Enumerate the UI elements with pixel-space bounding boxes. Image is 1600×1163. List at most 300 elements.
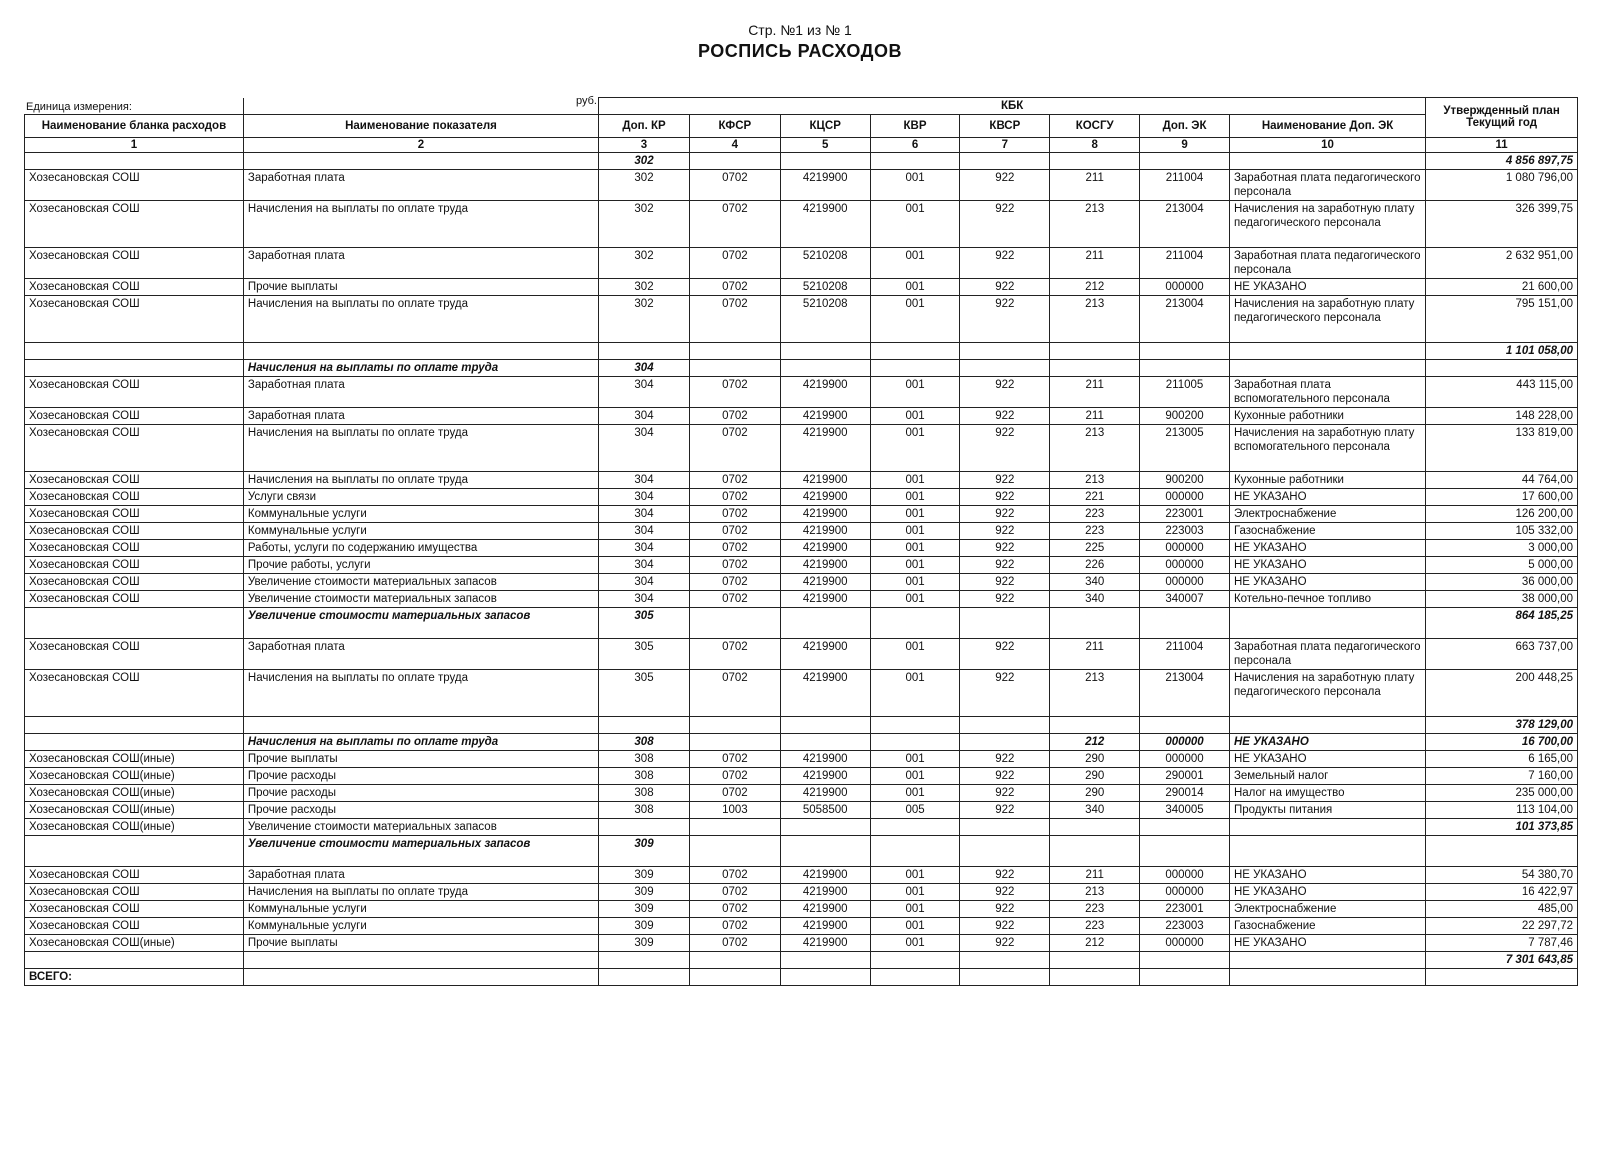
col-number: 8 (1050, 137, 1140, 152)
kfsr-cell: 1003 (689, 801, 780, 818)
table-row (25, 801, 1578, 818)
kfsr-cell: 0702 (689, 424, 780, 471)
indicator-name-cell: Коммунальные услуги (243, 522, 598, 539)
col-number: 7 (960, 137, 1050, 152)
kosgu-cell: 225 (1050, 539, 1140, 556)
dop-ek-name-cell: НЕ УКАЗАНО (1229, 573, 1425, 590)
kvsr-cell: 922 (960, 539, 1050, 556)
kvsr-cell: 922 (960, 471, 1050, 488)
kvsr-cell: 922 (960, 900, 1050, 917)
dop-ek-name-header: Наименование Доп. ЭК (1229, 114, 1425, 137)
kvr-cell: 001 (870, 407, 960, 424)
kcsr-cell (780, 835, 870, 866)
table-row (25, 407, 1578, 424)
kosgu-cell: 290 (1050, 784, 1140, 801)
subtotal-row (25, 818, 1578, 835)
kosgu-cell: 213 (1050, 200, 1140, 247)
dop-ek-cell (1140, 152, 1230, 169)
plan-amount-cell: 7 160,00 (1426, 767, 1578, 784)
plan-amount-cell: 44 764,00 (1426, 471, 1578, 488)
dop-ek-cell: 211005 (1140, 376, 1230, 407)
kosgu-cell: 290 (1050, 750, 1140, 767)
table-row (25, 169, 1578, 200)
kvr-cell: 001 (870, 471, 960, 488)
dop-kr-cell: 304 (599, 590, 690, 607)
dop-ek-name-cell: НЕ УКАЗАНО (1229, 488, 1425, 505)
kcsr-cell: 4219900 (780, 750, 870, 767)
kvsr-cell (960, 951, 1050, 968)
indicator-name-cell: Начисления на выплаты по оплате труда (243, 883, 598, 900)
plan-amount-cell: 795 151,00 (1426, 295, 1578, 342)
table-row (25, 590, 1578, 607)
dop-ek-cell: 000000 (1140, 934, 1230, 951)
table-row (25, 784, 1578, 801)
dop-ek-name-cell (1229, 818, 1425, 835)
kfsr-cell: 0702 (689, 934, 780, 951)
kfsr-cell: 0702 (689, 247, 780, 278)
kfsr-cell (689, 607, 780, 638)
kosgu-cell: 340 (1050, 590, 1140, 607)
plan-amount-cell: 16 700,00 (1426, 733, 1578, 750)
kcsr-cell (780, 342, 870, 359)
blank-name-cell: Хозесановская СОШ (25, 638, 244, 669)
indicator-name-cell: Увеличение стоимости материальных запасов (243, 835, 598, 866)
kfsr-cell: 0702 (689, 784, 780, 801)
indicator-name-cell: Работы, услуги по содержанию имущества (243, 539, 598, 556)
col-number: 4 (689, 137, 780, 152)
indicator-name-cell: Заработная плата (243, 866, 598, 883)
kfsr-header: КФСР (689, 114, 780, 137)
blank-name-cell (25, 835, 244, 866)
kosgu-cell: 211 (1050, 638, 1140, 669)
dop-ek-name-cell: Газоснабжение (1229, 917, 1425, 934)
plan-amount-cell: 105 332,00 (1426, 522, 1578, 539)
kvr-cell (870, 733, 960, 750)
kcsr-cell: 4219900 (780, 522, 870, 539)
kvsr-cell: 922 (960, 801, 1050, 818)
kvr-cell: 001 (870, 278, 960, 295)
kcsr-cell: 4219900 (780, 917, 870, 934)
plan-amount-cell: 7 787,46 (1426, 934, 1578, 951)
blank-name-cell: Хозесановская СОШ(иные) (25, 801, 244, 818)
kvsr-cell: 922 (960, 556, 1050, 573)
kosgu-cell: 212 (1050, 934, 1140, 951)
indicator-name-cell: Коммунальные услуги (243, 917, 598, 934)
kosgu-header: КОСГУ (1050, 114, 1140, 137)
dop-ek-header: Доп. ЭК (1140, 114, 1230, 137)
table-row (25, 471, 1578, 488)
dop-ek-cell: 000000 (1140, 733, 1230, 750)
kfsr-cell: 0702 (689, 488, 780, 505)
blank-name-cell: Хозесановская СОШ (25, 539, 244, 556)
dop-kr-cell: 305 (599, 607, 690, 638)
dop-kr-cell: 305 (599, 669, 690, 716)
dop-kr-cell: 304 (599, 376, 690, 407)
plan-amount-cell: 22 297,72 (1426, 917, 1578, 934)
subtotal-row (25, 951, 1578, 968)
kvr-cell (870, 716, 960, 733)
blank-name-cell (25, 359, 244, 376)
table-row (25, 278, 1578, 295)
kvsr-cell: 922 (960, 295, 1050, 342)
plan-amount-cell (1426, 835, 1578, 866)
table-row (25, 522, 1578, 539)
blank-name-cell: Хозесановская СОШ(иные) (25, 818, 244, 835)
plan-amount-cell: 5 000,00 (1426, 556, 1578, 573)
kvr-cell: 001 (870, 638, 960, 669)
kvsr-cell: 922 (960, 407, 1050, 424)
kfsr-cell: 0702 (689, 556, 780, 573)
kvsr-cell: 922 (960, 522, 1050, 539)
kvr-cell: 001 (870, 200, 960, 247)
kvsr-cell: 922 (960, 883, 1050, 900)
plan-amount-cell: 2 632 951,00 (1426, 247, 1578, 278)
plan-amount-cell: 17 600,00 (1426, 488, 1578, 505)
indicator-name-cell: Увеличение стоимости материальных запасов (243, 818, 598, 835)
indicator-name-cell (243, 716, 598, 733)
kfsr-cell (689, 835, 780, 866)
kvr-cell (870, 342, 960, 359)
kcsr-cell: 4219900 (780, 505, 870, 522)
blank-name-cell: Хозесановская СОШ (25, 522, 244, 539)
expense-table (24, 97, 1578, 986)
blank-name-cell: Хозесановская СОШ (25, 669, 244, 716)
table-row (25, 488, 1578, 505)
kbk-header: КБК (599, 98, 1426, 115)
dop-ek-cell: 213004 (1140, 669, 1230, 716)
page-counter: Стр. №1 из № 1 (748, 22, 852, 38)
indicator-name-cell (243, 951, 598, 968)
blank-name-cell: Хозесановская СОШ(иные) (25, 784, 244, 801)
table-row (25, 934, 1578, 951)
dop-kr-cell: 304 (599, 556, 690, 573)
kcsr-cell: 4219900 (780, 883, 870, 900)
dop-ek-cell: 290014 (1140, 784, 1230, 801)
dop-ek-name-cell: Начисления на заработную плату вспомогательного персонала (1229, 424, 1425, 471)
indicator-name-cell (243, 152, 598, 169)
kfsr-cell: 0702 (689, 883, 780, 900)
plan-amount-cell: 326 399,75 (1426, 200, 1578, 247)
table-row (25, 900, 1578, 917)
blank-name-cell: Хозесановская СОШ(иные) (25, 750, 244, 767)
indicator-name-cell: Начисления на выплаты по оплате труда (243, 295, 598, 342)
dop-ek-name-cell (1229, 835, 1425, 866)
dop-ek-cell (1140, 835, 1230, 866)
kcsr-cell (780, 951, 870, 968)
blank-name-cell: Хозесановская СОШ (25, 169, 244, 200)
indicator-name-cell: Заработная плата (243, 376, 598, 407)
table-row (25, 669, 1578, 716)
table-row (25, 295, 1578, 342)
total-empty-cell (870, 968, 960, 985)
dop-ek-name-cell (1229, 359, 1425, 376)
dop-ek-name-cell (1229, 607, 1425, 638)
kfsr-cell: 0702 (689, 900, 780, 917)
blank-name-cell: Хозесановская СОШ (25, 917, 244, 934)
col-number: 2 (243, 137, 598, 152)
kfsr-cell (689, 359, 780, 376)
kvsr-cell (960, 733, 1050, 750)
dop-ek-name-cell: Начисления на заработную плату педагогического персонала (1229, 669, 1425, 716)
blank-name-cell: Хозесановская СОШ (25, 278, 244, 295)
kosgu-cell: 223 (1050, 505, 1140, 522)
dop-kr-cell: 308 (599, 784, 690, 801)
total-empty-cell (1229, 968, 1425, 985)
total-empty-cell (689, 968, 780, 985)
col-number: 5 (780, 137, 870, 152)
kosgu-cell: 223 (1050, 917, 1140, 934)
dop-ek-name-cell: Заработная плата вспомогательного персонала (1229, 376, 1425, 407)
blank-name-cell: Хозесановская СОШ (25, 900, 244, 917)
dop-ek-name-cell: Электроснабжение (1229, 505, 1425, 522)
kfsr-cell: 0702 (689, 505, 780, 522)
dop-ek-cell: 900200 (1140, 407, 1230, 424)
kvr-header: КВР (870, 114, 960, 137)
kcsr-cell: 4219900 (780, 784, 870, 801)
kvr-cell: 001 (870, 866, 960, 883)
kfsr-cell (689, 733, 780, 750)
kvsr-cell (960, 359, 1050, 376)
kvsr-header: КВСР (960, 114, 1050, 137)
plan-amount-cell: 101 373,85 (1426, 818, 1578, 835)
dop-ek-cell: 340005 (1140, 801, 1230, 818)
blank-name-cell: Хозесановская СОШ (25, 590, 244, 607)
kcsr-cell: 4219900 (780, 866, 870, 883)
dop-kr-cell: 304 (599, 471, 690, 488)
kvr-cell: 001 (870, 424, 960, 471)
plan-amount-cell: 38 000,00 (1426, 590, 1578, 607)
table-row (25, 424, 1578, 471)
kcsr-cell: 4219900 (780, 669, 870, 716)
indicator-name-cell: Прочие выплаты (243, 278, 598, 295)
kosgu-cell (1050, 359, 1140, 376)
blank-name-cell: Хозесановская СОШ (25, 376, 244, 407)
indicator-name-cell: Заработная плата (243, 407, 598, 424)
total-empty-cell (780, 968, 870, 985)
plan-amount-cell: 1 080 796,00 (1426, 169, 1578, 200)
dop-ek-name-cell: Газоснабжение (1229, 522, 1425, 539)
table-row (25, 883, 1578, 900)
dop-kr-cell: 304 (599, 505, 690, 522)
kvsr-cell: 922 (960, 638, 1050, 669)
dop-kr-cell: 308 (599, 767, 690, 784)
unit-value: руб. (576, 95, 597, 107)
blank-name-cell: Хозесановская СОШ (25, 407, 244, 424)
kosgu-cell: 212 (1050, 733, 1140, 750)
kcsr-cell (780, 359, 870, 376)
kvsr-cell: 922 (960, 934, 1050, 951)
subtotal-row (25, 342, 1578, 359)
dop-kr-cell: 304 (599, 488, 690, 505)
col-number: 10 (1229, 137, 1425, 152)
dop-kr-cell: 304 (599, 522, 690, 539)
dop-ek-name-cell: НЕ УКАЗАНО (1229, 750, 1425, 767)
plan-amount-cell: 7 301 643,85 (1426, 951, 1578, 968)
blank-name-cell (25, 607, 244, 638)
kvsr-cell: 922 (960, 767, 1050, 784)
dop-ek-cell (1140, 359, 1230, 376)
dop-kr-header: Доп. КР (599, 114, 690, 137)
dop-kr-cell: 302 (599, 152, 690, 169)
col-number: 11 (1426, 137, 1578, 152)
kfsr-cell: 0702 (689, 278, 780, 295)
table-row (25, 505, 1578, 522)
dop-kr-cell: 304 (599, 573, 690, 590)
dop-ek-name-cell (1229, 342, 1425, 359)
blank-name-cell: Хозесановская СОШ (25, 505, 244, 522)
plan-amount-cell: 443 115,00 (1426, 376, 1578, 407)
dop-ek-name-cell: НЕ УКАЗАНО (1229, 556, 1425, 573)
blank-name-cell (25, 342, 244, 359)
kfsr-cell: 0702 (689, 471, 780, 488)
kfsr-cell: 0702 (689, 590, 780, 607)
kosgu-cell: 212 (1050, 278, 1140, 295)
kcsr-cell: 4219900 (780, 900, 870, 917)
indicator-name-cell: Прочие выплаты (243, 750, 598, 767)
dop-kr-cell: 309 (599, 883, 690, 900)
dop-ek-cell: 000000 (1140, 488, 1230, 505)
kvsr-cell: 922 (960, 669, 1050, 716)
dop-ek-cell (1140, 342, 1230, 359)
dop-kr-cell (599, 342, 690, 359)
dop-ek-cell: 223003 (1140, 522, 1230, 539)
kcsr-cell: 4219900 (780, 376, 870, 407)
dop-kr-cell: 308 (599, 801, 690, 818)
kfsr-cell: 0702 (689, 638, 780, 669)
kcsr-cell (780, 607, 870, 638)
plan-amount-cell: 3 000,00 (1426, 539, 1578, 556)
kcsr-cell: 4219900 (780, 590, 870, 607)
plan-amount-cell (1426, 359, 1578, 376)
table-row (25, 200, 1578, 247)
kvsr-cell: 922 (960, 917, 1050, 934)
dop-ek-cell: 000000 (1140, 278, 1230, 295)
plan-amount-cell: 133 819,00 (1426, 424, 1578, 471)
kvr-cell: 001 (870, 883, 960, 900)
dop-kr-cell: 304 (599, 407, 690, 424)
blank-name-cell: Хозесановская СОШ (25, 556, 244, 573)
kfsr-cell: 0702 (689, 522, 780, 539)
kfsr-cell (689, 818, 780, 835)
indicator-name-cell: Увеличение стоимости материальных запасов (243, 607, 598, 638)
kvsr-cell (960, 818, 1050, 835)
dop-kr-cell (599, 818, 690, 835)
kvr-cell: 001 (870, 247, 960, 278)
kvr-cell: 001 (870, 750, 960, 767)
kvsr-cell (960, 342, 1050, 359)
dop-ek-cell: 223001 (1140, 505, 1230, 522)
plan-amount-cell: 21 600,00 (1426, 278, 1578, 295)
indicator-name-cell: Начисления на выплаты по оплате труда (243, 200, 598, 247)
dop-ek-cell: 213004 (1140, 200, 1230, 247)
dop-ek-name-cell: НЕ УКАЗАНО (1229, 278, 1425, 295)
total-label: ВСЕГО: (25, 968, 244, 985)
kcsr-cell: 4219900 (780, 471, 870, 488)
dop-kr-cell: 308 (599, 733, 690, 750)
table-row (25, 750, 1578, 767)
table-row (25, 573, 1578, 590)
dop-kr-cell: 309 (599, 866, 690, 883)
indicator-header: Наименование показателя (243, 114, 598, 137)
dop-ek-name-cell: НЕ УКАЗАНО (1229, 866, 1425, 883)
kvsr-cell: 922 (960, 247, 1050, 278)
kosgu-cell (1050, 818, 1140, 835)
plan-amount-cell: 235 000,00 (1426, 784, 1578, 801)
kvr-cell: 005 (870, 801, 960, 818)
table-row (25, 376, 1578, 407)
blank-name-cell (25, 716, 244, 733)
dop-ek-name-cell: Котельно-печное топливо (1229, 590, 1425, 607)
kosgu-cell: 221 (1050, 488, 1140, 505)
kcsr-cell: 5210208 (780, 295, 870, 342)
dop-ek-cell: 211004 (1140, 169, 1230, 200)
kosgu-cell: 290 (1050, 767, 1140, 784)
kvr-cell: 001 (870, 573, 960, 590)
indicator-name-cell: Коммунальные услуги (243, 505, 598, 522)
dop-ek-name-cell (1229, 716, 1425, 733)
plan-amount-cell: 663 737,00 (1426, 638, 1578, 669)
kvsr-cell: 922 (960, 590, 1050, 607)
kosgu-cell (1050, 152, 1140, 169)
kcsr-cell: 4219900 (780, 638, 870, 669)
indicator-name-cell: Прочие расходы (243, 801, 598, 818)
total-empty-cell (243, 968, 598, 985)
dop-kr-cell: 302 (599, 200, 690, 247)
kvr-cell (870, 835, 960, 866)
kosgu-cell: 211 (1050, 407, 1140, 424)
dop-ek-cell: 223001 (1140, 900, 1230, 917)
table-body (25, 137, 1578, 985)
kvsr-cell: 922 (960, 784, 1050, 801)
dop-ek-cell (1140, 607, 1230, 638)
kfsr-cell: 0702 (689, 669, 780, 716)
table-row (25, 247, 1578, 278)
kcsr-cell: 4219900 (780, 488, 870, 505)
dop-ek-name-cell: Электроснабжение (1229, 900, 1425, 917)
table-row (25, 866, 1578, 883)
kosgu-cell: 213 (1050, 669, 1140, 716)
dop-ek-name-cell: НЕ УКАЗАНО (1229, 883, 1425, 900)
blank-name-cell (25, 733, 244, 750)
col-number: 3 (599, 137, 690, 152)
blank-name-cell: Хозесановская СОШ (25, 573, 244, 590)
dop-ek-name-cell: НЕ УКАЗАНО (1229, 733, 1425, 750)
plan-header: Утвержденный план Текущий год (1426, 98, 1578, 138)
dop-ek-cell: 211004 (1140, 638, 1230, 669)
kvsr-cell: 922 (960, 866, 1050, 883)
blank-name-cell: Хозесановская СОШ (25, 200, 244, 247)
kvr-cell (870, 607, 960, 638)
kvr-cell (870, 359, 960, 376)
kosgu-cell (1050, 716, 1140, 733)
blank-name-cell: Хозесановская СОШ(иные) (25, 767, 244, 784)
dop-ek-cell: 213004 (1140, 295, 1230, 342)
kfsr-cell: 0702 (689, 200, 780, 247)
kosgu-cell (1050, 342, 1140, 359)
dop-ek-cell (1140, 716, 1230, 733)
kosgu-cell (1050, 835, 1140, 866)
kcsr-header: КЦСР (780, 114, 870, 137)
kosgu-cell: 211 (1050, 376, 1140, 407)
kcsr-cell: 4219900 (780, 539, 870, 556)
indicator-name-cell: Заработная плата (243, 638, 598, 669)
blank-name-cell (25, 951, 244, 968)
kfsr-cell: 0702 (689, 376, 780, 407)
kvr-cell: 001 (870, 505, 960, 522)
indicator-name-cell: Увеличение стоимости материальных запасов (243, 590, 598, 607)
kvsr-cell: 922 (960, 573, 1050, 590)
indicator-name-cell: Начисления на выплаты по оплате труда (243, 669, 598, 716)
